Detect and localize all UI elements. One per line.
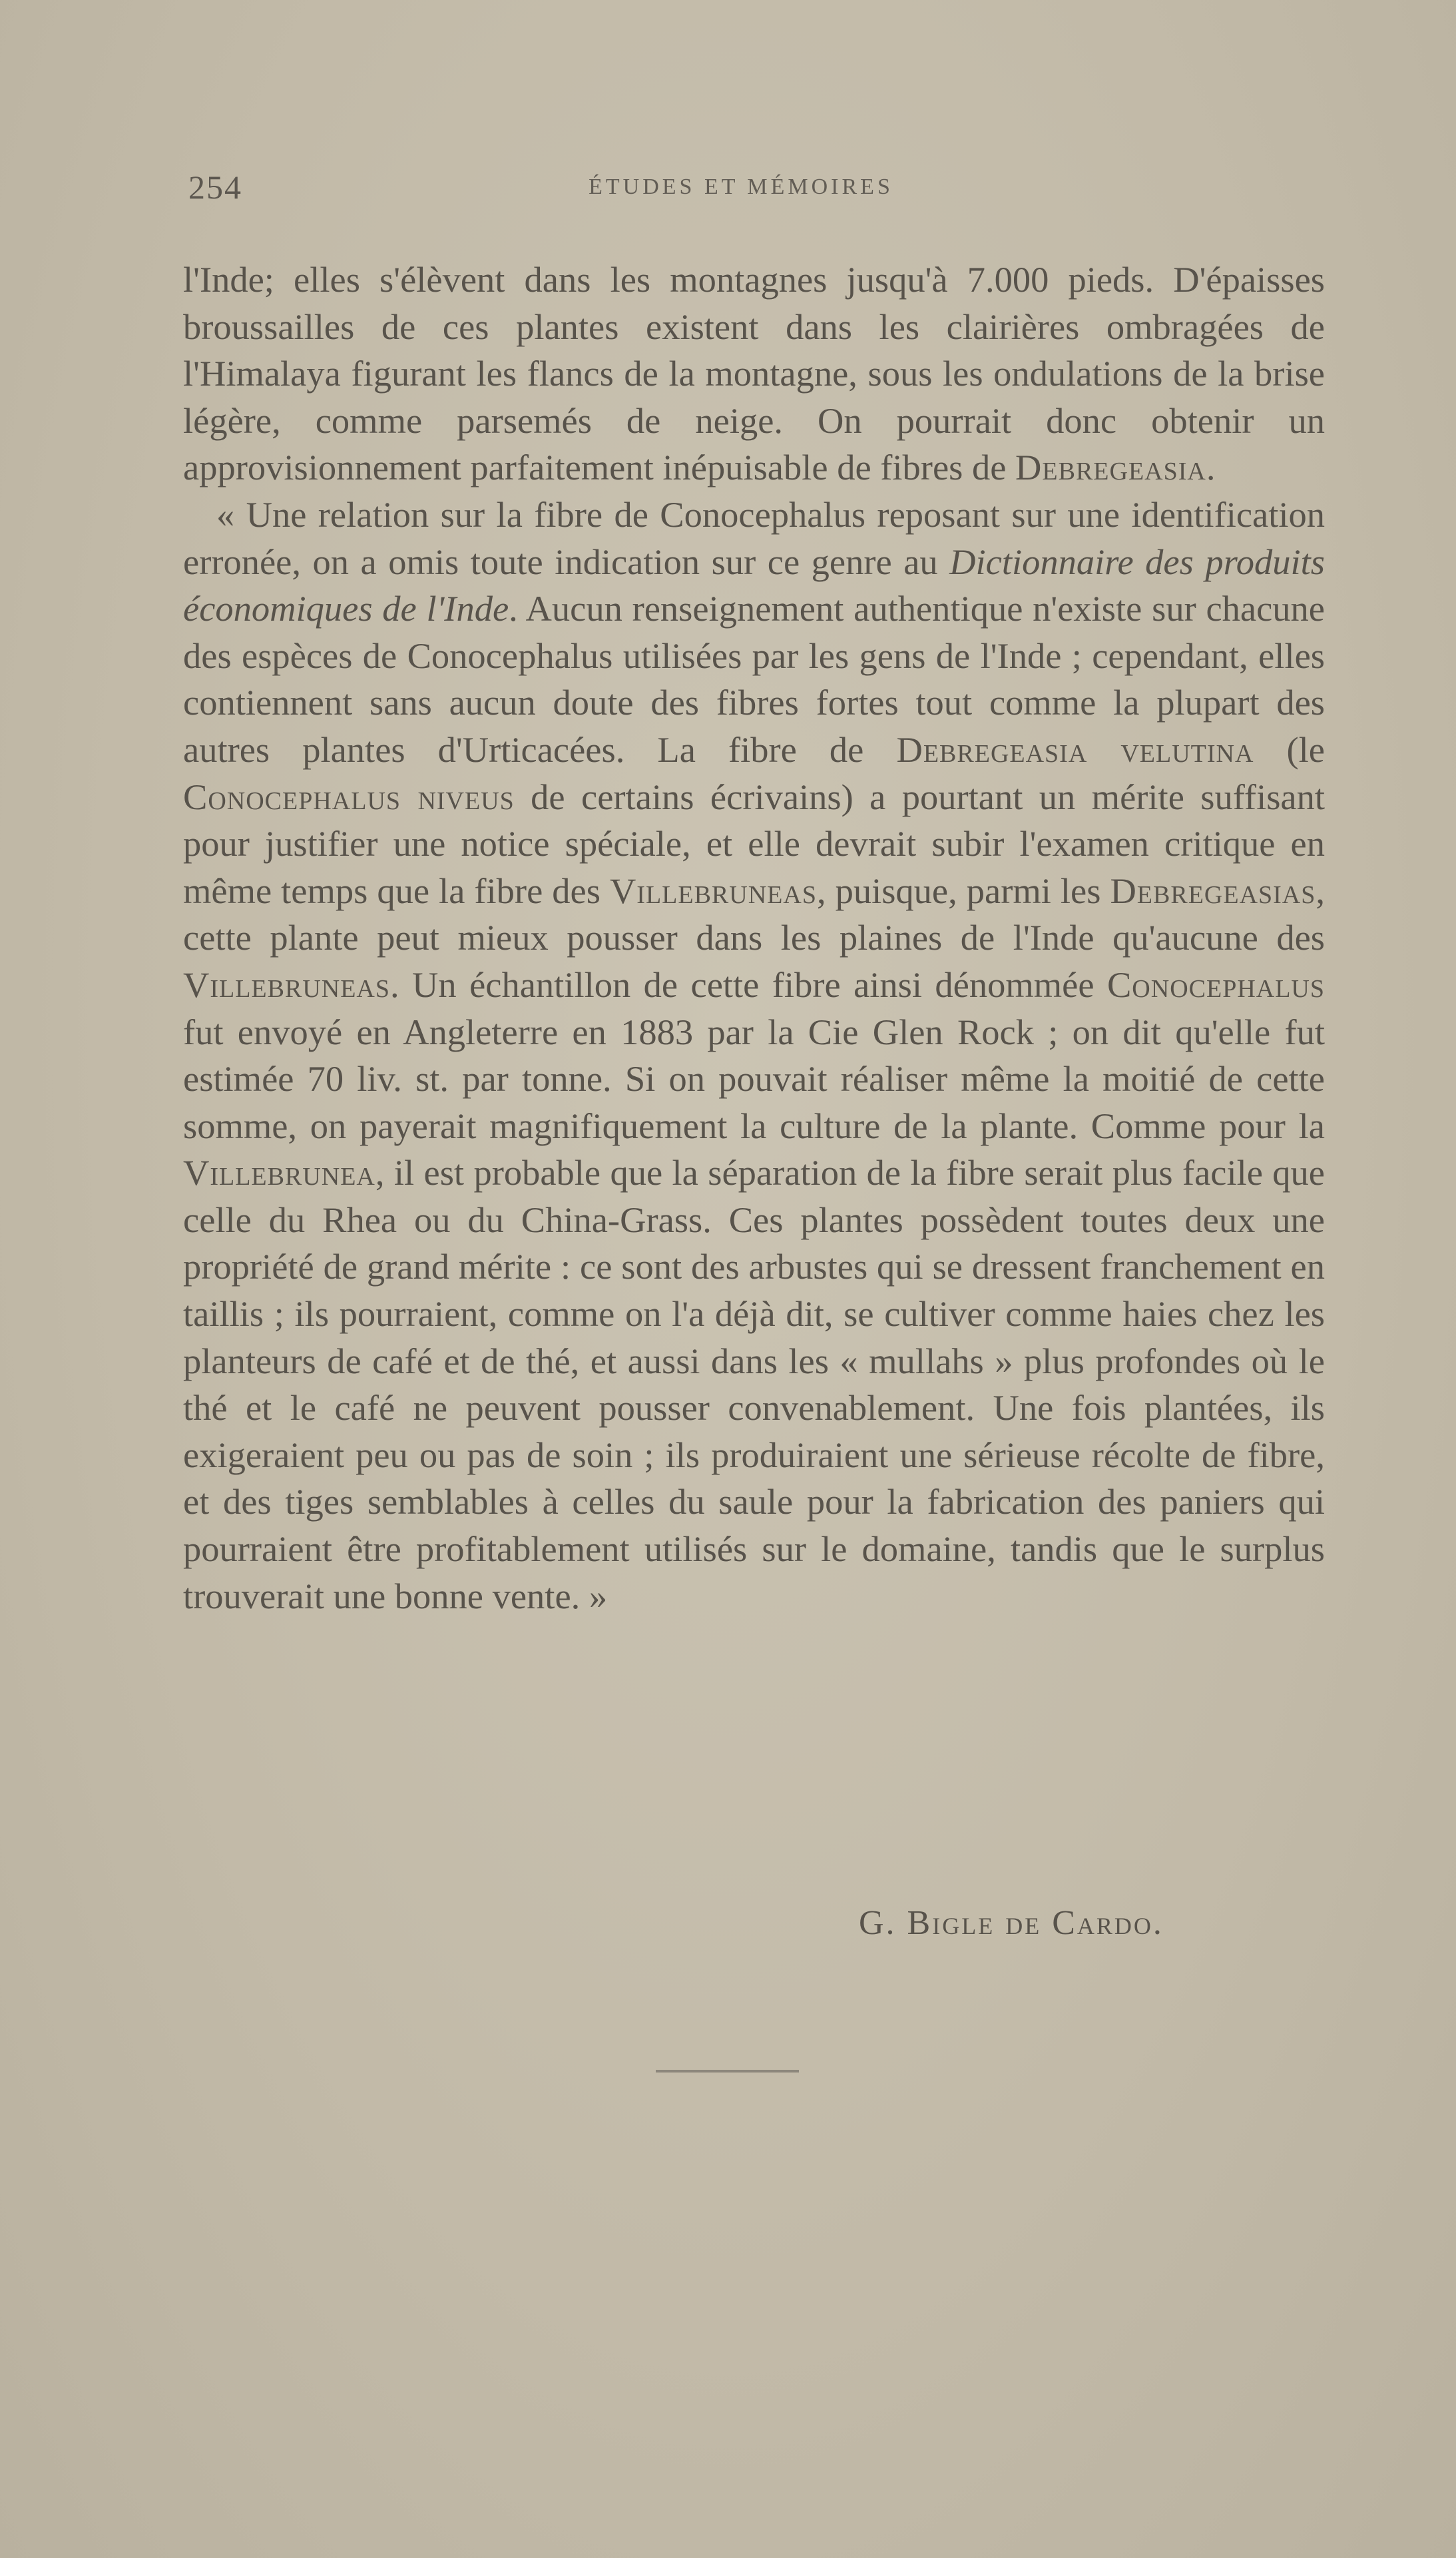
p2-genus-villebruneas-2: Villebruneas [183, 964, 391, 1005]
p2-text-4: de certains écrivains) a pourtant un mérite suffisant pour justifier une notice spéciale, et elle devrait subir l'examen critique en même temps que la fibre des [183, 776, 1325, 911]
p2-dictionary-title: Dictionnaire des produits économiques de l'Inde [183, 541, 1325, 629]
p2-text-1: « Une relation sur la fibre de Conocephalus reposant sur une identification erronée, on a omis toute indication sur ce genre au [183, 493, 1325, 582]
p2-genus-villebruneas: Villebruneas [609, 870, 817, 911]
p2-text-7: . Un échantillon de cette fibre ainsi dénommée [390, 964, 1107, 1005]
p2-text-10: Glen Rock ; on dit qu'elle fut estimée 70 liv. st. par tonne. Si on pouvait réaliser même la moitié de cette somme, on payerait magnifiquement la culture de la plante. Comme pour la [183, 1011, 1325, 1146]
p2-text-11: , il est probable que la séparation de la fibre serait plus facile que celle du Rhea ou du China-Grass. Ces plantes possèdent toutes deux une propriété de grand mérite : ce sont des arbustes qui se dressent franchement en taillis ; ils pourraient, comme on l'a déjà dit, se cultiver comme haies chez les planteurs de café et de thé, et aussi dans les « mullahs » plus profondes où le thé et le café ne peuvent pousser convenablement. Une fois plantées, ils exigeraient peu ou pas de soin ; ils produiraient une sérieuse récolte de fibre, et des tiges semblables à celles du saule pour la fabrication des paniers qui pourraient être profitablement utilisés sur le domaine, tandis que le surplus trouverait une bonne vente. » [183, 1152, 1325, 1616]
p2-species-conocephalus-niveus: Conocephalus niveus [183, 776, 515, 817]
p2-text-6: , cette plante peut mieux pousser dans les plaines de l'Inde qu'aucune des [183, 870, 1325, 958]
p1-text-2: . [1206, 447, 1216, 488]
author-signature: G. Bigle de Cardo. [859, 1904, 1164, 1942]
p2-species-debregeasia-velutina: Debregeasia velutina [896, 729, 1254, 770]
running-head [188, 168, 1294, 208]
p1-text-1: l'Inde; elles s'élèvent dans les montagnes jusqu'à 7.000 pieds. D'épaisses broussailles de ces plantes existent dans les clairières ombragées de l'Himalaya figurant les flancs de la montagne, sous les ondulations de la brise légère, comme parsemés de neige. On pourrait donc obtenir un approvisionnement parfaitement inépuisable de fibres de [183, 259, 1325, 488]
p2-text-3: (le [1254, 729, 1325, 770]
p1-genus-debregeasia: Debregeasia [1015, 447, 1206, 488]
page-number: 254 [188, 168, 242, 206]
p2-text-8: fut envoyé en Angleterre en 1883 par la [183, 1011, 808, 1052]
closing-rule [656, 2070, 799, 2073]
paragraph-1 [183, 256, 1325, 491]
running-title: ÉTUDES ET MÉMOIRES [589, 174, 893, 199]
p2-text-2: . Aucun renseignement authentique n'existe sur chacune des espèces de Conocephalus utilisées par les gens de l'Inde ; cependant, elles contiennent sans aucun doute des fibres fortes tout comme la plupart des autres plantes d'Urticacées. La fibre de [183, 588, 1325, 770]
body-text [183, 256, 1325, 1620]
p2-company-abbrev: Cie [808, 1011, 859, 1052]
p2-genus-conocephalus: Conocephalus [1106, 964, 1325, 1005]
p2-genus-debregeasias: Debregeasias [1110, 870, 1316, 911]
p2-text-5: , puisque, parmi les [816, 870, 1110, 911]
p2-genus-villebrunea: Villebrunea [183, 1152, 375, 1193]
paragraph-2 [183, 491, 1325, 1620]
